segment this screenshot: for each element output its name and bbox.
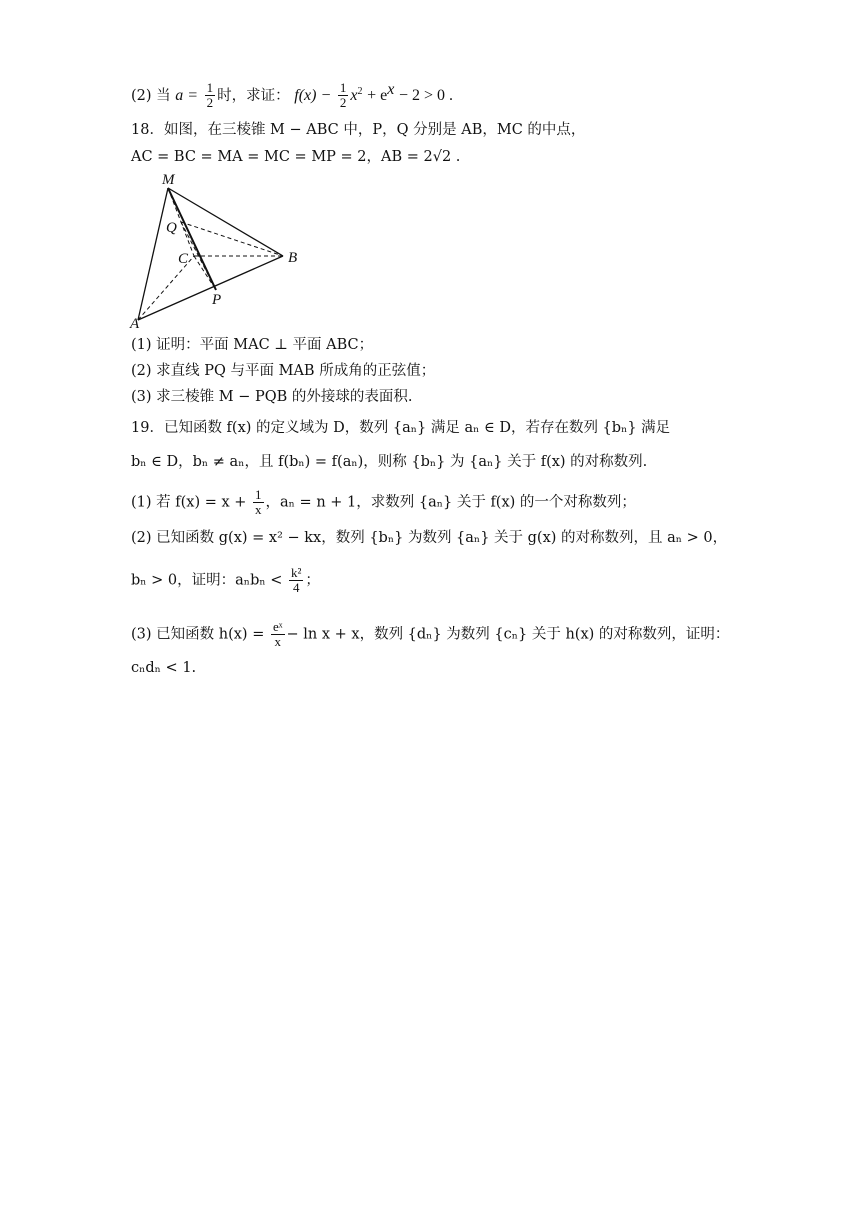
q17-part2: (2) 当 a = $\frac{1}{2}$ 时，求证： f(x) − $\frac{1}{2}$ $x^2 + e^x - 2 > 0$ . [131,80,453,111]
q17-part2-prefix: (2) 当 [131,87,171,104]
q17-expr-3: + e [367,86,388,104]
q19-part3-fraction [271,620,285,649]
label-B: B [288,250,298,266]
q19-part1 [131,488,636,517]
edge-MP [168,188,216,290]
frac-den: 2 [339,95,347,111]
edge-MA [138,188,168,320]
q17-expr-1: f(x) − [294,86,332,104]
frac-den: 4 [292,580,300,595]
q19-stem-line1: 19．已知函数 f(x) 的定义域为 D，数列 {aₙ} 满足 aₙ ∈ D，若存在数列 {bₙ} 满足 [131,420,671,436]
q17-half-fraction [205,81,216,110]
q19-part1-a: (1) 若 f(x) = x + [131,494,247,511]
edge-MB [168,188,283,256]
frac-den: x [255,502,262,517]
label-M: M [162,172,175,188]
q19-part3 [131,620,729,649]
frac-num: 1 [255,487,262,502]
q19-part2-fraction [289,566,303,595]
q18-stem-line2: AC = BC = MA = MC = MP = 2，AB = 2√2 . [131,149,461,165]
edge-AB [138,256,283,320]
edge-QB [181,222,283,256]
q17-after-cond: 时，求证： [217,87,290,104]
frac-den: 2 [206,95,214,111]
pyramid-figure [128,168,318,333]
q19-stem-line2: bₙ ∈ D，bₙ ≠ aₙ，且 f(bₙ) = f(aₙ)，则称 {bₙ} 为 {aₙ} 关于 f(x) 的对称数列. [131,454,648,470]
q19-part2-line2-b: ； [305,572,320,589]
q18-part2: (2) 求直线 PQ 与平面 MAB 所成角的正弦值； [131,363,436,379]
label-A: A [130,316,140,332]
q19-part1-fraction [253,488,264,517]
frac-den: x [274,634,281,649]
q19-part1-b: ，aₙ = n + 1，求数列 {aₙ} 关于 f(x) 的一个对称数列； [265,494,636,511]
q18-stem-line1: 18．如图，在三棱锥 M − ABC 中，P，Q 分别是 AB，MC 的中点， [131,122,586,138]
label-C: C [178,251,189,267]
q18-part1: (1) 证明：平面 MAC ⊥ 平面 ABC； [131,337,374,353]
q19-part2-line1: (2) 已知函数 g(x) = x² − kx，数列 {bₙ} 为数列 {aₙ} 关于 g(x) 的对称数列，且 aₙ > 0， [131,530,728,546]
q19-part3-b: − ln x + x，数列 {dₙ} 为数列 {cₙ} 关于 h(x) 的对称数列，证明： [286,626,730,643]
q17-expr-2: x [350,86,358,104]
label-P: P [212,292,222,308]
frac-num: eˣ [272,619,283,634]
frac-num: 1 [339,80,347,96]
q19-part3-a: (3) 已知函数 h(x) = [131,626,265,643]
frac-num: 1 [206,80,214,96]
q19-part2-line2 [131,566,320,595]
q18-part3: (3) 求三棱锥 M − PQB 的外接球的表面积. [131,389,413,405]
q17-expr-4: − 2 > 0 . [398,86,453,104]
label-Q: Q [166,220,177,236]
q19-part3-line2: cₙdₙ < 1. [131,660,197,676]
q17-cond: a = [175,86,199,104]
q17-half-fraction-2 [338,81,349,110]
q19-part2-line2-a: bₙ > 0，证明：aₙbₙ < [131,572,283,589]
frac-num: k² [291,565,302,580]
